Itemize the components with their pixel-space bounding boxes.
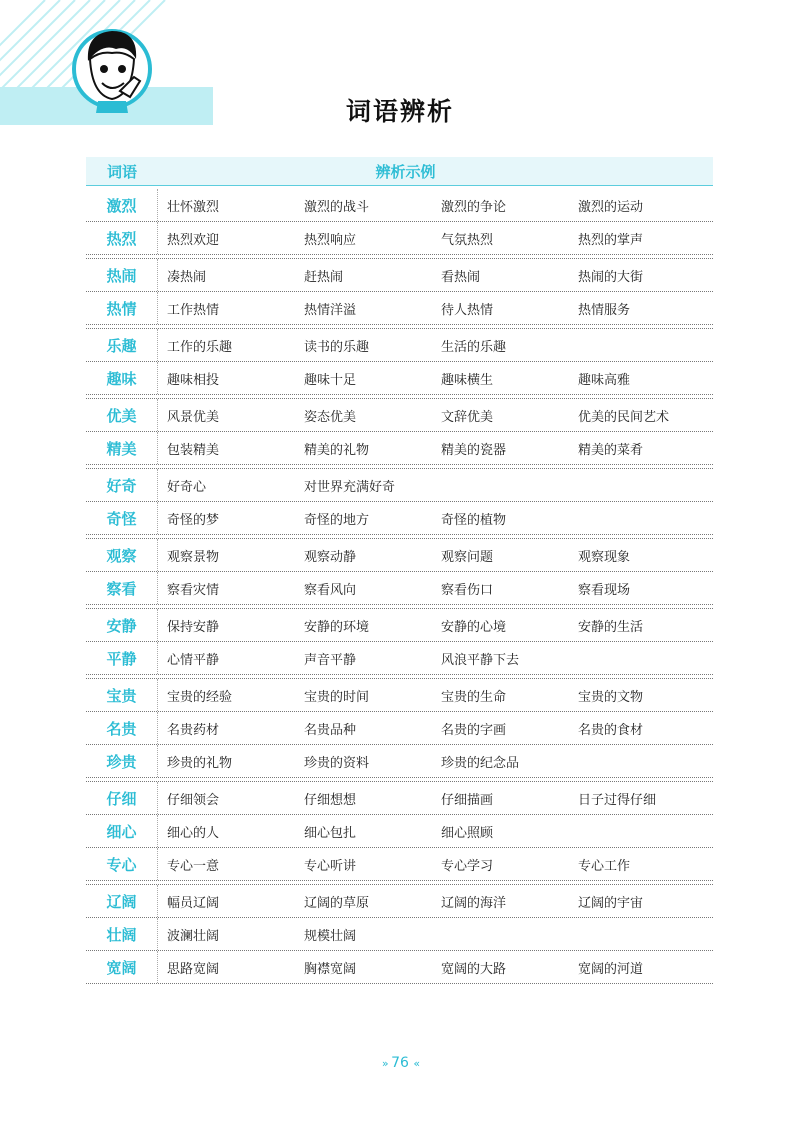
example-cell: 辽阔的草原 <box>304 895 370 911</box>
example-cell: 包装精美 <box>167 442 220 458</box>
table-row <box>86 951 713 984</box>
page-number-value: 76 <box>391 1055 409 1071</box>
table-row <box>86 329 713 362</box>
row-word: 乐趣 <box>86 329 158 361</box>
table-row <box>86 712 713 745</box>
example-cell: 名贵的食材 <box>578 722 644 738</box>
example-cell: 热闹的大街 <box>578 269 644 285</box>
example-cell: 保持安静 <box>167 619 220 635</box>
example-cell: 对世界充满好奇 <box>304 479 396 495</box>
example-cell: 看热闹 <box>441 269 481 285</box>
example-cell: 宝贵的生命 <box>441 689 507 705</box>
example-cell: 风景优美 <box>167 409 220 425</box>
chevron-right-icon: » <box>381 1057 387 1070</box>
example-cell: 专心一意 <box>167 858 220 874</box>
example-cell: 奇怪的植物 <box>441 512 507 528</box>
example-cell: 趣味高雅 <box>578 372 631 388</box>
row-word: 细心 <box>86 815 158 847</box>
example-cell: 辽阔的宇宙 <box>578 895 644 911</box>
table-row <box>86 502 713 535</box>
example-cell: 凑热闹 <box>167 269 207 285</box>
example-cell: 专心学习 <box>441 858 494 874</box>
example-cell: 仔细描画 <box>441 792 494 808</box>
example-cell: 规模壮阔 <box>304 928 357 944</box>
example-cell: 专心听讲 <box>304 858 357 874</box>
example-cell: 精美的礼物 <box>304 442 370 458</box>
example-cell: 日子过得仔细 <box>578 792 657 808</box>
row-word: 宝贵 <box>86 679 158 711</box>
example-cell: 读书的乐趣 <box>304 339 370 355</box>
example-cell: 安静的生活 <box>578 619 644 635</box>
example-cell: 精美的瓷器 <box>441 442 507 458</box>
example-cell: 安静的环境 <box>304 619 370 635</box>
example-cell: 热烈欢迎 <box>167 232 220 248</box>
table-row <box>86 815 713 848</box>
example-cell: 好奇心 <box>167 479 207 495</box>
example-cell: 察看灾情 <box>167 582 220 598</box>
row-word: 专心 <box>86 848 158 880</box>
row-word: 热烈 <box>86 222 158 254</box>
example-cell: 观察问题 <box>441 549 494 565</box>
table-row <box>86 189 713 222</box>
example-cell: 细心照顾 <box>441 825 494 841</box>
example-cell: 宝贵的经验 <box>167 689 233 705</box>
table-row <box>86 292 713 325</box>
example-cell: 热情服务 <box>578 302 631 318</box>
page-title: 词语辨析 <box>345 97 454 126</box>
example-cell: 心情平静 <box>167 652 220 668</box>
example-cell: 名贵的字画 <box>441 722 507 738</box>
example-cell: 辽阔的海洋 <box>441 895 507 911</box>
example-cell: 工作热情 <box>167 302 220 318</box>
example-cell: 趣味相投 <box>167 372 220 388</box>
example-cell: 宝贵的文物 <box>578 689 644 705</box>
table-row <box>86 399 713 432</box>
row-word: 仔细 <box>86 782 158 814</box>
table-row <box>86 362 713 395</box>
example-cell: 激烈的争论 <box>441 199 507 215</box>
header-examples: 辨析示例 <box>375 162 436 181</box>
row-word: 壮阔 <box>86 918 158 950</box>
table-row <box>86 432 713 465</box>
row-word: 精美 <box>86 432 158 464</box>
example-cell: 安静的心境 <box>441 619 507 635</box>
row-word: 优美 <box>86 399 158 431</box>
example-cell: 热情洋溢 <box>304 302 357 318</box>
example-cell: 观察景物 <box>167 549 220 565</box>
chevron-left-icon: « <box>413 1057 419 1070</box>
example-cell: 仔细领会 <box>167 792 220 808</box>
row-word: 观察 <box>86 539 158 571</box>
example-cell: 察看风向 <box>304 582 357 598</box>
example-cell: 壮怀激烈 <box>167 199 220 215</box>
example-cell: 姿态优美 <box>304 409 357 425</box>
table-row <box>86 679 713 712</box>
row-word: 辽阔 <box>86 885 158 917</box>
example-cell: 优美的民间艺术 <box>578 409 670 425</box>
example-cell: 专心工作 <box>578 858 631 874</box>
example-cell: 珍贵的资料 <box>304 755 370 771</box>
example-cell: 幅员辽阔 <box>167 895 220 911</box>
row-word: 察看 <box>86 572 158 604</box>
row-word: 热情 <box>86 292 158 324</box>
table-row <box>86 918 713 951</box>
example-cell: 观察动静 <box>304 549 357 565</box>
row-word: 名贵 <box>86 712 158 744</box>
example-cell: 气氛热烈 <box>441 232 494 248</box>
example-cell: 趣味十足 <box>304 372 357 388</box>
example-cell: 风浪平静下去 <box>441 652 520 668</box>
table-row <box>86 469 713 502</box>
example-cell: 生活的乐趣 <box>441 339 507 355</box>
table-row <box>86 745 713 778</box>
example-cell: 波澜壮阔 <box>167 928 220 944</box>
example-cell: 珍贵的纪念品 <box>441 755 520 771</box>
example-cell: 趣味横生 <box>441 372 494 388</box>
row-word: 奇怪 <box>86 502 158 534</box>
example-cell: 珍贵的礼物 <box>167 755 233 771</box>
example-cell: 宝贵的时间 <box>304 689 370 705</box>
table-row <box>86 572 713 605</box>
row-word: 宽阔 <box>86 951 158 983</box>
row-word: 安静 <box>86 609 158 641</box>
example-cell: 工作的乐趣 <box>167 339 233 355</box>
example-cell: 激烈的运动 <box>578 199 644 215</box>
table-body <box>86 186 713 984</box>
example-cell: 待人热情 <box>441 302 494 318</box>
example-cell: 声音平静 <box>304 652 357 668</box>
example-cell: 思路宽阔 <box>167 961 220 977</box>
row-word: 平静 <box>86 642 158 674</box>
example-cell: 宽阔的大路 <box>441 961 507 977</box>
table-row <box>86 782 713 815</box>
header-word: 词语 <box>106 162 137 181</box>
example-cell: 细心的人 <box>167 825 220 841</box>
example-cell: 细心包扎 <box>304 825 357 841</box>
table-row <box>86 609 713 642</box>
example-cell: 胸襟宽阔 <box>304 961 357 977</box>
table-row <box>86 848 713 881</box>
row-word: 好奇 <box>86 469 158 501</box>
page-number <box>0 1055 800 1071</box>
example-cell: 奇怪的地方 <box>304 512 370 528</box>
example-cell: 激烈的战斗 <box>304 199 370 215</box>
table-row <box>86 222 713 255</box>
table-row <box>86 642 713 675</box>
example-cell: 名贵品种 <box>304 722 357 738</box>
example-cell: 文辞优美 <box>441 409 494 425</box>
example-cell: 精美的菜肴 <box>578 442 644 458</box>
example-cell: 察看现场 <box>578 582 631 598</box>
table-header <box>86 157 713 186</box>
table-row <box>86 885 713 918</box>
word-analysis-table <box>86 157 713 984</box>
example-cell: 宽阔的河道 <box>578 961 644 977</box>
example-cell: 察看伤口 <box>441 582 494 598</box>
table-row <box>86 539 713 572</box>
example-cell: 仔细想想 <box>304 792 357 808</box>
example-cell: 奇怪的梦 <box>167 512 220 528</box>
example-cell: 热烈响应 <box>304 232 357 248</box>
example-cell: 观察现象 <box>578 549 631 565</box>
row-word: 趣味 <box>86 362 158 394</box>
example-cell: 赶热闹 <box>304 269 344 285</box>
row-word: 珍贵 <box>86 745 158 777</box>
row-word: 激烈 <box>86 189 158 221</box>
example-cell: 热烈的掌声 <box>578 232 644 248</box>
table-row <box>86 259 713 292</box>
example-cell: 名贵药材 <box>167 722 220 738</box>
row-word: 热闹 <box>86 259 158 291</box>
